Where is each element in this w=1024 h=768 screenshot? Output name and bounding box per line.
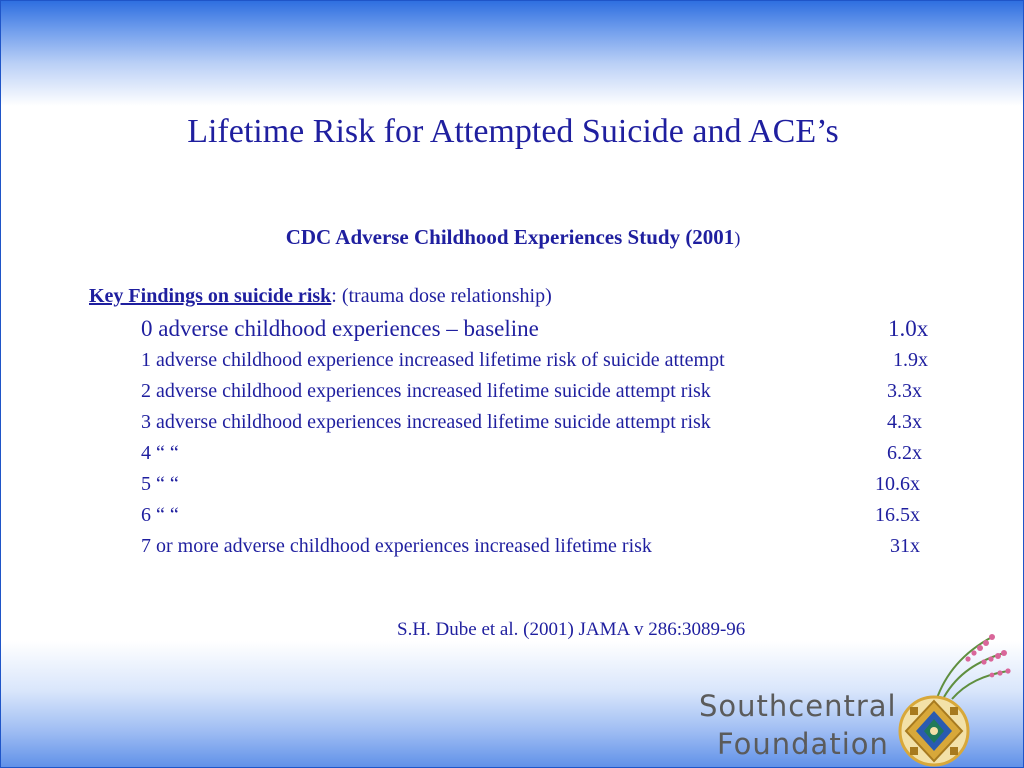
- finding-text: 1 adverse childhood experience increased lifetime risk of suicide attempt: [141, 349, 725, 371]
- finding-value: 10.6x: [875, 473, 920, 495]
- logo-line-2: Foundation: [717, 727, 889, 761]
- study-subtitle-paren: ): [734, 228, 741, 248]
- study-subtitle: [1, 225, 1024, 250]
- finding-row-3: [141, 411, 941, 434]
- finding-text: 7 or more adverse childhood experiences increased lifetime risk: [141, 535, 652, 557]
- key-findings-suffix: : (trauma dose relationship): [331, 285, 552, 307]
- finding-text: 3 adverse childhood experiences increased lifetime suicide attempt risk: [141, 411, 711, 433]
- finding-text: 5 “ “: [141, 473, 179, 495]
- finding-text: 4 “ “: [141, 442, 179, 464]
- southcentral-foundation-logo: [691, 631, 1021, 767]
- finding-row-6: [141, 504, 941, 527]
- finding-row-0: [141, 316, 941, 342]
- finding-value: 6.2x: [887, 442, 922, 464]
- finding-row-5: [141, 473, 941, 496]
- study-subtitle-text: CDC Adverse Childhood Experiences Study (2001: [285, 225, 735, 249]
- finding-text: 2 adverse childhood experiences increased lifetime suicide attempt risk: [141, 380, 711, 402]
- key-findings-heading: [89, 285, 552, 308]
- finding-value: 31x: [890, 535, 920, 557]
- logo-emblem-icon: [896, 631, 1016, 767]
- finding-value: 16.5x: [875, 504, 920, 526]
- finding-text: 6 “ “: [141, 504, 179, 526]
- finding-text: 0 adverse childhood experiences – baseline: [141, 316, 539, 341]
- finding-value: 4.3x: [887, 411, 922, 433]
- key-findings-label: Key Findings on suicide risk: [89, 285, 332, 307]
- slide-title: Lifetime Risk for Attempted Suicide and ACE’s: [187, 113, 839, 150]
- finding-value: 1.9x: [893, 349, 928, 371]
- finding-value: 1.0x: [888, 316, 929, 341]
- finding-row-7: [141, 535, 941, 558]
- finding-row-4: [141, 442, 941, 465]
- logo-line-1: Southcentral: [699, 689, 897, 723]
- finding-row-2: [141, 380, 941, 403]
- finding-row-1: [141, 349, 941, 372]
- finding-value: 3.3x: [887, 380, 922, 402]
- citation: S.H. Dube et al. (2001) JAMA v 286:3089-96: [397, 619, 746, 640]
